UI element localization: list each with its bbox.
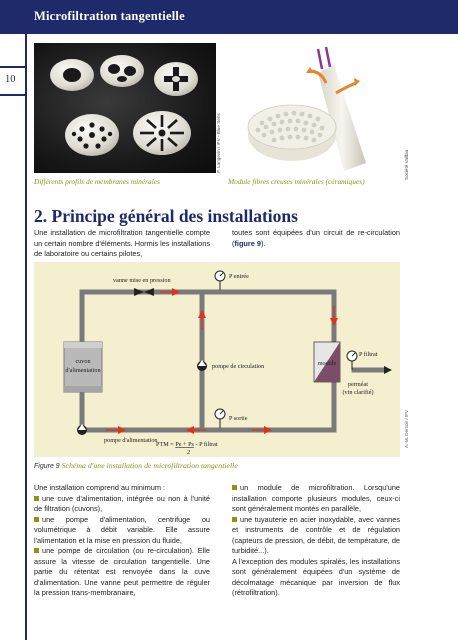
feed-tank <box>64 342 102 392</box>
body-column-left <box>34 483 210 599</box>
flow-arrows <box>118 288 338 434</box>
gauge-icon-inlet <box>215 271 225 290</box>
ptm-formula-lhs: PTM = Pe + Ps - P filtrat <box>156 441 218 448</box>
intro-column-left <box>34 228 210 260</box>
tank-label-line2: d'alimentation <box>65 367 101 374</box>
gauge-icon-outlet <box>215 409 225 428</box>
body-left-p2: une pompe d'alimentation, centrifuge ou volumétrique à débit variable. Elle assure l'alimentation et la mise en pression du fluide, <box>34 514 210 545</box>
body-left-p3: une pompe de circulation (ou re-circulation). Elle assure la vitesse de circulation tangentielle. Une partie du rétentat est renvoyée dans la cuve d'alimentation. Une vanne peut permettre de réguler la pression trans-membranaire, <box>34 546 210 597</box>
module-label: module <box>317 360 337 367</box>
bullet-icon <box>232 517 237 522</box>
photo-membrane-profiles <box>34 43 216 173</box>
bullet-icon <box>232 485 237 490</box>
left-margin-band <box>0 34 27 640</box>
photo-right-caption: Module fibres creuses minérales (céramiques) <box>228 177 365 186</box>
permeate-label-line2: (vin clarifié) <box>342 389 374 396</box>
body-left-p1: une cuve d'alimentation, intégrée ou non à l'unité de filtration (cuvons), <box>34 493 210 513</box>
feed-pump-icon <box>77 424 87 435</box>
figure-reference-link[interactable]: figure 9 <box>234 238 261 248</box>
photo-left-caption: Différents profils de membranes minérales <box>34 177 160 186</box>
installation-schematic <box>34 262 400 457</box>
valve-label: vanne mise en pression <box>113 277 171 284</box>
figure-caption <box>34 461 238 470</box>
page-header-title: Microfiltration tangentielle <box>34 9 185 23</box>
page-number: 10 <box>5 74 16 85</box>
photo-right-credit: Société Vallbia <box>404 149 409 180</box>
body-right-p0: un module de microfiltration. Lorsqu'une installation comporte plusieurs modules, ceux-ci sont généralement montés en parallèle, <box>232 483 400 513</box>
intro-text-right-end: ). <box>260 238 266 248</box>
membrane-profiles-illustration <box>34 43 216 173</box>
intro-text-left: Une installation de microfiltration tangentielle compte un certain nombre d'éléments. Hormis les installations de laboratoire ou certains pilotes, <box>34 228 210 258</box>
circulation-pump-label: pompe de circulation <box>212 363 265 370</box>
figure-9-panel <box>34 262 400 457</box>
body-right-p1: une tuyauterie en acier inoxydable, avec vannes et instruments de contrôle et de régulation (capteurs de pression, de débit, de température, de turbidité...). <box>232 514 400 555</box>
inlet-pressure-label: P entrée <box>229 273 249 280</box>
figure-credit: A.-M. Dersoir / IFV <box>404 409 409 448</box>
figure-label: Figure 9 <box>34 463 60 470</box>
outlet-pressure-label: P sortie <box>229 415 248 422</box>
filtrate-pressure-label: P filtrat <box>359 351 378 358</box>
body-left-p0: Une installation comprend au minimum : <box>34 483 166 492</box>
tank-label-line1: cuvon <box>75 358 91 365</box>
permeate-label-line1: perméat <box>348 381 368 388</box>
ptm-formula-denominator: 2 <box>187 449 191 456</box>
section-heading: 2. Principe général des installations <box>34 206 298 226</box>
photo-hollow-fibre-module <box>226 43 402 173</box>
circulation-pump-icon <box>197 360 207 371</box>
feed-pump-label: pompe d'alimentation <box>104 437 158 444</box>
bullet-icon <box>34 517 39 522</box>
figure-caption-text: Schéma d'une installation de microfiltration tangentielle <box>61 461 238 470</box>
body-right-p2: A l'exception des modules spiralés, les installations sont généralement équipées d'un système de décolmatage mécanique par inversion de flux (rétrofiltration). <box>232 556 400 597</box>
valve-icon <box>134 288 154 296</box>
photo-left-credit: P. Langevin / IFV - Blue Sens <box>216 113 221 173</box>
body-column-right <box>232 483 400 599</box>
bullet-icon <box>34 496 39 501</box>
bullet-icon <box>34 548 39 553</box>
intro-text-right: toutes sont équipées d'un circuit de re-circulation ( <box>232 228 400 248</box>
intro-column-right <box>232 228 400 249</box>
hollow-fibre-illustration <box>226 43 402 173</box>
gauge-icon-filtrate <box>347 351 357 370</box>
